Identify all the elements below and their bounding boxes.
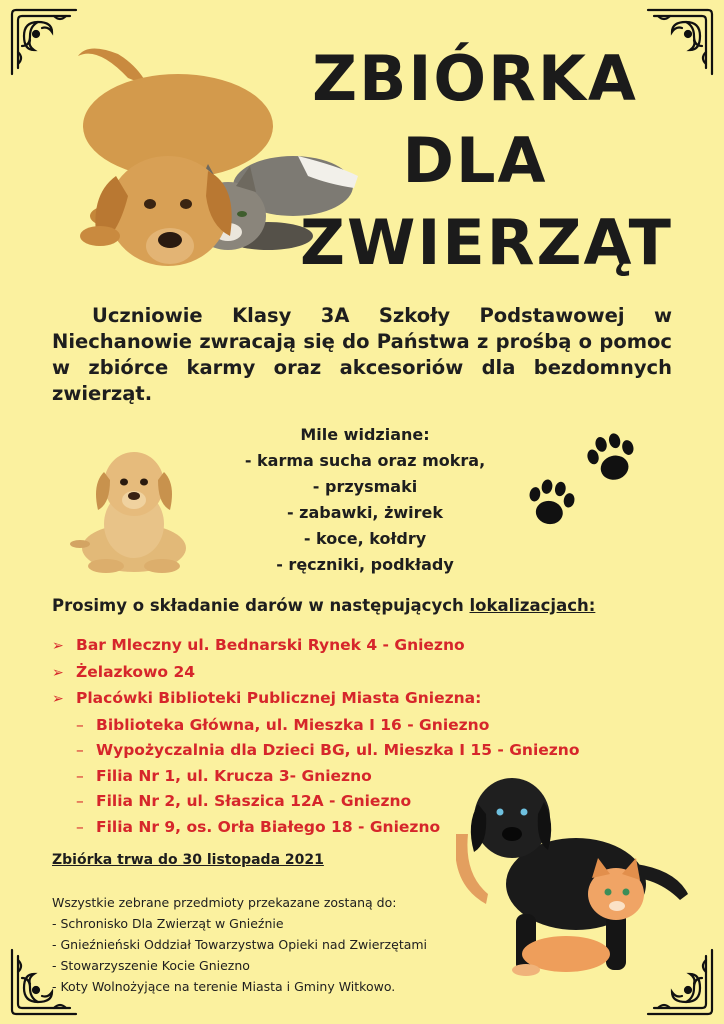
locations-intro — [52, 596, 595, 615]
paw-print-icon — [584, 430, 640, 486]
location-text: Bar Mleczny ul. Bednarski Rynek 4 - Gniezno — [76, 636, 465, 654]
list-item: - Schronisko Dla Zwierząt w Gnieźnie — [52, 916, 284, 931]
list-item — [52, 686, 580, 713]
list-item: - koce, kołdry — [303, 529, 427, 548]
title-line-3: ZWIERZĄT — [300, 206, 673, 279]
recipients-list — [52, 892, 427, 997]
dash-icon: – — [76, 741, 84, 759]
puppy-image — [70, 444, 200, 578]
title-line-2: DLA — [402, 124, 548, 197]
list-item — [52, 738, 580, 764]
collection-deadline: Zbiórka trwa do 30 listopada 2021 — [52, 852, 324, 868]
location-text: Filia Nr 2, ul. Słaszica 12A - Gniezno — [96, 792, 412, 810]
right-arrow-icon: ➢ — [52, 638, 64, 654]
location-text: Filia Nr 1, ul. Krucza 3- Gniezno — [96, 766, 372, 785]
intro-paragraph — [52, 303, 672, 407]
intro-text: Uczniowie Klasy 3A Szkoły Podstawowej w Niechanowie zwracają się do Państwa z prośbą o pomoc w zbiórce karmy oraz akcesoriów dla bezdomnych zwierząt. — [52, 304, 672, 405]
list-item: - karma sucha oraz mokra, — [244, 451, 486, 470]
location-text: Wypożyczalnia dla Dzieci BG, ul. Mieszka I 15 - Gniezno — [96, 741, 580, 759]
locations-intro-text: Prosimy o składanie darów w następujących — [52, 596, 470, 615]
black-puppy-and-kitten-image — [456, 774, 690, 980]
locations-intro-underlined: lokalizacjach: — [469, 596, 596, 615]
list-item — [52, 713, 580, 739]
dash-icon: – — [76, 792, 84, 810]
list-item: - zabawki, żwirek — [286, 503, 444, 522]
list-item: - Gnieźnieński Oddział Towarzystwa Opieki nad Zwierzętami — [52, 937, 428, 952]
list-item: - ręczniki, podkłady — [276, 555, 454, 574]
right-arrow-icon: ➢ — [52, 691, 64, 707]
welcome-heading: Mile widziane: — [300, 425, 430, 444]
dash-icon: – — [76, 715, 84, 734]
right-arrow-icon: ➢ — [52, 664, 64, 681]
list-item: - Koty Wolnożyjące na terenie Miasta i Gminy Witkowo. — [52, 979, 396, 994]
location-text: Filia Nr 9, os. Orła Białego 18 - Gniezno — [96, 817, 441, 836]
list-item: - Stowarzyszenie Kocie Gniezno — [52, 958, 250, 973]
location-text: Biblioteka Główna, ul. Mieszka I 16 - Gniezno — [96, 715, 490, 734]
dash-icon: – — [76, 817, 84, 836]
list-item — [52, 660, 580, 687]
dash-icon: – — [76, 766, 84, 785]
location-text: Placówki Biblioteki Publicznej Miasta Gniezna: — [76, 689, 482, 707]
list-item: - przysmaki — [312, 477, 418, 496]
title-line-1: ZBIÓRKA — [312, 42, 638, 115]
corner-ornament-icon — [644, 6, 716, 78]
welcome-list — [210, 422, 520, 578]
list-item — [52, 633, 580, 660]
paw-print-icon — [524, 476, 578, 530]
location-text: Żelazkowo 24 — [76, 662, 196, 681]
recipients-heading: Wszystkie zebrane przedmioty przekazane zostaną do: — [52, 895, 397, 910]
